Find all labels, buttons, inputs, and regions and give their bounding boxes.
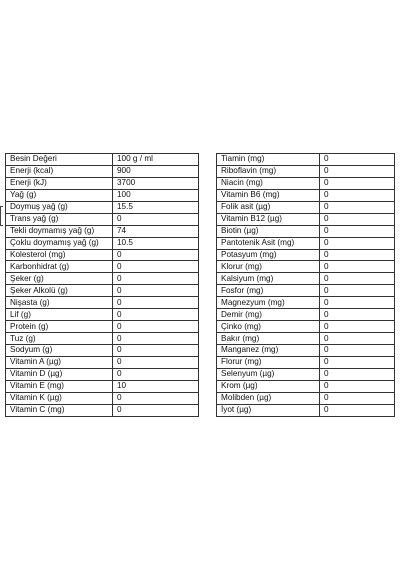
table-row <box>217 237 395 249</box>
nutrient-name: Karbonhidrat (g) <box>6 261 113 273</box>
nutrient-value: 0 <box>320 345 395 357</box>
nutrient-name: Yağ (g) <box>6 189 113 201</box>
nutrient-name: Florur (mg) <box>217 356 320 368</box>
nutrient-name: Magnezyum (mg) <box>217 297 320 309</box>
table-header-row <box>6 154 199 166</box>
table-row <box>217 297 395 309</box>
nutrient-name: Çoklu doymamış yağ (g) <box>6 237 113 249</box>
nutrient-value: 0 <box>320 368 395 380</box>
table-row <box>217 392 395 404</box>
nutrient-name: Riboflavin (mg) <box>217 165 320 177</box>
nutrient-name: Potasyum (mg) <box>217 249 320 261</box>
nutrient-value: 0 <box>320 273 395 285</box>
nutrient-name: Vitamin E (mg) <box>6 380 113 392</box>
table-row <box>6 345 199 357</box>
nutrient-name: Şeker (g) <box>6 273 113 285</box>
table-row <box>217 380 395 392</box>
nutrient-value: 0 <box>113 285 199 297</box>
table-row <box>6 237 199 249</box>
nutrient-value: 0 <box>113 321 199 333</box>
table-row <box>217 321 395 333</box>
table-row <box>6 309 199 321</box>
nutrient-value: 0 <box>320 392 395 404</box>
table-row <box>217 165 395 177</box>
nutrient-value: 0 <box>113 213 199 225</box>
nutrient-name: Vitamin B6 (mg) <box>217 189 320 201</box>
nutrient-name: Enerji (kJ) <box>6 177 113 189</box>
table-row <box>6 297 199 309</box>
nutrient-value: 0 <box>113 273 199 285</box>
nutrient-name: Vitamin A (µg) <box>6 356 113 368</box>
nutrient-value: 0 <box>320 297 395 309</box>
nutrient-name: Tiamin (mg) <box>217 154 320 166</box>
nutrient-value: 0 <box>320 261 395 273</box>
nutrient-value: 0 <box>113 392 199 404</box>
nutrient-value: 0 <box>113 333 199 345</box>
nutrition-table-left <box>5 153 199 417</box>
table-row <box>6 380 199 392</box>
nutrient-name: Tekli doymamış yağ (g) <box>6 225 113 237</box>
nutrient-value: 0 <box>320 356 395 368</box>
table-row <box>6 273 199 285</box>
nutrient-value: 10.5 <box>113 237 199 249</box>
nutrient-value: 0 <box>320 237 395 249</box>
nutrient-value: 0 <box>113 249 199 261</box>
nutrient-name: Vitamin C (mg) <box>6 404 113 416</box>
table-row <box>217 356 395 368</box>
nutrient-name: Vitamin B12 (µg) <box>217 213 320 225</box>
nutrient-name: Çinko (mg) <box>217 321 320 333</box>
nutrient-name: Şeker Alkolü (g) <box>6 285 113 297</box>
nutrient-name: Kalsiyum (mg) <box>217 273 320 285</box>
header-value: 100 g / ml <box>113 154 199 166</box>
nutrient-name: Molibden (µg) <box>217 392 320 404</box>
nutrient-name: Niacin (mg) <box>217 177 320 189</box>
table-row <box>217 404 395 416</box>
nutrient-value: 0 <box>320 201 395 213</box>
nutrient-name: Demir (mg) <box>217 309 320 321</box>
table-row <box>217 189 395 201</box>
page-edge-bracket <box>0 206 3 226</box>
nutrient-name: Vitamin K (µg) <box>6 392 113 404</box>
table-row <box>217 177 395 189</box>
table-row <box>6 321 199 333</box>
nutrient-value: 0 <box>320 249 395 261</box>
nutrient-name: Manganez (mg) <box>217 345 320 357</box>
nutrient-name: Vitamin D (µg) <box>6 368 113 380</box>
nutrient-name: Fosfor (mg) <box>217 285 320 297</box>
table-row <box>6 285 199 297</box>
nutrient-value: 0 <box>113 261 199 273</box>
nutrient-value: 0 <box>320 177 395 189</box>
nutrient-name: Protein (g) <box>6 321 113 333</box>
table-row <box>6 177 199 189</box>
table-row <box>217 309 395 321</box>
table-row <box>6 165 199 177</box>
nutrient-name: Pantotenik Asit (mg) <box>217 237 320 249</box>
table-row <box>217 154 395 166</box>
table-row <box>217 225 395 237</box>
nutrient-value: 0 <box>320 404 395 416</box>
nutrient-value: 0 <box>320 225 395 237</box>
nutrient-name: Lif (g) <box>6 309 113 321</box>
table-row <box>6 368 199 380</box>
table-row <box>6 333 199 345</box>
nutrient-value: 0 <box>113 309 199 321</box>
nutrient-value: 3700 <box>113 177 199 189</box>
nutrient-name: Klorur (mg) <box>217 261 320 273</box>
table-row <box>6 404 199 416</box>
table-row <box>217 368 395 380</box>
table-row <box>6 249 199 261</box>
nutrient-value: 0 <box>320 333 395 345</box>
table-row <box>6 225 199 237</box>
table-row <box>6 392 199 404</box>
table-row <box>6 201 199 213</box>
nutrient-name: Doymuş yağ (g) <box>6 201 113 213</box>
nutrient-value: 15.5 <box>113 201 199 213</box>
nutrient-value: 0 <box>320 321 395 333</box>
nutrient-value: 0 <box>320 154 395 166</box>
table-row <box>6 189 199 201</box>
nutrient-value: 0 <box>320 380 395 392</box>
table-row <box>217 213 395 225</box>
nutrition-table-right <box>216 153 395 417</box>
table-row <box>217 249 395 261</box>
table-row <box>217 273 395 285</box>
nutrient-name: Krom (µg) <box>217 380 320 392</box>
table-row <box>217 333 395 345</box>
nutrient-name: Kolesterol (mg) <box>6 249 113 261</box>
nutrient-value: 10 <box>113 380 199 392</box>
nutrient-value: 0 <box>320 189 395 201</box>
nutrient-name: Tuz (g) <box>6 333 113 345</box>
nutrient-value: 0 <box>320 213 395 225</box>
nutrient-value: 0 <box>320 165 395 177</box>
nutrient-value: 0 <box>320 285 395 297</box>
nutrient-value: 0 <box>113 368 199 380</box>
nutrient-value: 0 <box>113 345 199 357</box>
nutrient-name: Nişasta (g) <box>6 297 113 309</box>
nutrient-name: Folik asit (µg) <box>217 201 320 213</box>
table-row <box>217 201 395 213</box>
nutrient-value: 0 <box>113 297 199 309</box>
nutrient-value: 0 <box>113 356 199 368</box>
nutrient-name: Trans yağ (g) <box>6 213 113 225</box>
header-label: Besin Değeri <box>6 154 113 166</box>
nutrient-value: 900 <box>113 165 199 177</box>
table-row <box>6 356 199 368</box>
table-row <box>217 261 395 273</box>
table-row <box>6 261 199 273</box>
nutrient-value: 0 <box>113 404 199 416</box>
nutrient-name: Bakır (mg) <box>217 333 320 345</box>
nutrient-name: Biotin (µg) <box>217 225 320 237</box>
nutrient-name: İyot (µg) <box>217 404 320 416</box>
nutrient-value: 0 <box>320 309 395 321</box>
table-row <box>217 345 395 357</box>
table-row <box>6 213 199 225</box>
table-row <box>217 285 395 297</box>
nutrient-value: 100 <box>113 189 199 201</box>
nutrient-name: Enerji (kcal) <box>6 165 113 177</box>
nutrient-name: Selenyum (µg) <box>217 368 320 380</box>
nutrient-value: 74 <box>113 225 199 237</box>
nutrient-name: Sodyum (g) <box>6 345 113 357</box>
